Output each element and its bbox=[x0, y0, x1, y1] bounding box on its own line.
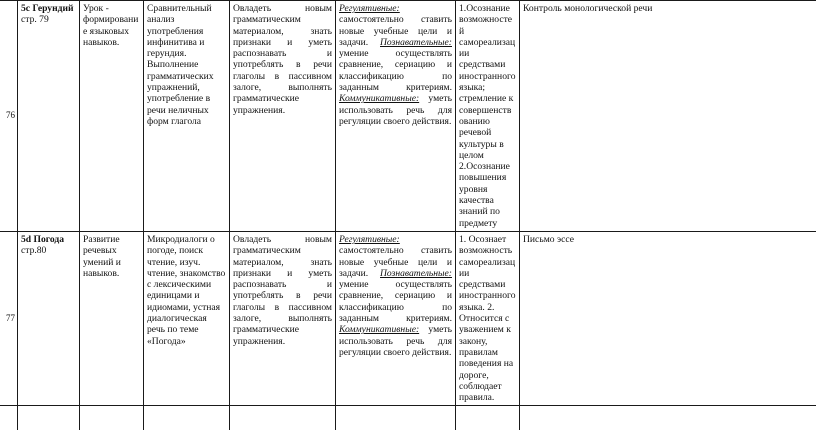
regulative-text: самостоятельно ставить новые учебные цели и задачи. bbox=[339, 245, 452, 279]
subject-results-cell: Овладеть новым грамматическим материалом, знать признаки и уметь распознавать и употреблять в речи глаголы в пассивном залоге, выполнять грамматические упражнения. bbox=[230, 231, 336, 405]
uud-cell bbox=[336, 1, 456, 232]
empty-cell bbox=[144, 406, 230, 430]
regulative-label: Регулятивные: bbox=[339, 3, 400, 14]
lesson-topic-cell bbox=[18, 1, 80, 232]
uud-cell bbox=[336, 231, 456, 405]
communicative-text: уметь использовать речь для регуляции своего действия. bbox=[339, 324, 452, 358]
lesson-content-cell: Сравнительный анализ употребления инфинитива и герундия. Выполнение грамматических упражнений, употребление в речи неличных форм глагола bbox=[144, 1, 230, 232]
communicative-label: Коммуникативные: bbox=[339, 93, 419, 104]
empty-cell bbox=[80, 406, 144, 430]
empty-cell bbox=[0, 406, 18, 430]
regulative-label: Регулятивные: bbox=[339, 234, 400, 245]
table-row bbox=[0, 406, 816, 430]
empty-cell bbox=[18, 406, 80, 430]
empty-cell bbox=[456, 406, 520, 430]
lesson-title: 5d Погода bbox=[21, 234, 64, 245]
control-form-cell: Контроль монологической речи bbox=[520, 1, 816, 232]
empty-cell bbox=[230, 406, 336, 430]
personal-results-cell: 1. Осознает возможность самореализации средствами иностранного языка. 2. Относится с уважением к закону, правилам поведения на дороге, соблюдает правила. bbox=[456, 231, 520, 405]
table-row bbox=[0, 1, 816, 232]
table-row bbox=[0, 231, 816, 405]
lesson-number-cell: 77 bbox=[0, 231, 18, 405]
cognitive-label: Познавательные: bbox=[380, 37, 452, 48]
lesson-type-cell: Развитие речевых умений и навыков. bbox=[80, 231, 144, 405]
personal-results-cell: 1.Осознание возможностей самореализации средствами иностранного языка; стремление к совершенствованию речевой культуры в целом 2.Осознание повышения уровня качества знаний по предмету bbox=[456, 1, 520, 232]
lesson-topic-cell bbox=[18, 231, 80, 405]
subject-results-cell: Овладеть новым грамматическим материалом, знать признаки и уметь распознавать и употреблять в речи глаголы в пассивном залоге, выполнять грамматические упражнения. bbox=[230, 1, 336, 232]
cognitive-text: умение осуществлять сравнение, сериацию и классификацию по заданным критериям. bbox=[339, 48, 452, 93]
lesson-type-cell: Урок - формирование языковых навыков. bbox=[80, 1, 144, 232]
lesson-number-cell: 76 bbox=[0, 1, 18, 232]
empty-cell bbox=[336, 406, 456, 430]
lesson-page: стр. 79 bbox=[21, 14, 76, 25]
cognitive-text: умение осуществлять сравнение, сериацию и классификацию по заданным критериям. bbox=[339, 279, 452, 324]
communicative-label: Коммуникативные: bbox=[339, 324, 419, 335]
control-form-cell: Письмо эссе bbox=[520, 231, 816, 405]
empty-cell bbox=[520, 406, 816, 430]
regulative-text: самостоятельно ставить новые учебные цели и задачи. bbox=[339, 14, 452, 48]
communicative-text: уметь использовать речь для регуляции своего действия. bbox=[339, 93, 452, 127]
lesson-page: стр.80 bbox=[21, 245, 46, 256]
cognitive-label: Познавательные: bbox=[380, 268, 452, 279]
lesson-content-cell: Микродиалоги о погоде, поиск чтение, изуч. чтение, знакомство с лексическими единицами и идиомами, устная диалогическая речь по теме «Погода» bbox=[144, 231, 230, 405]
lesson-title: 5c Герундий bbox=[21, 3, 76, 14]
